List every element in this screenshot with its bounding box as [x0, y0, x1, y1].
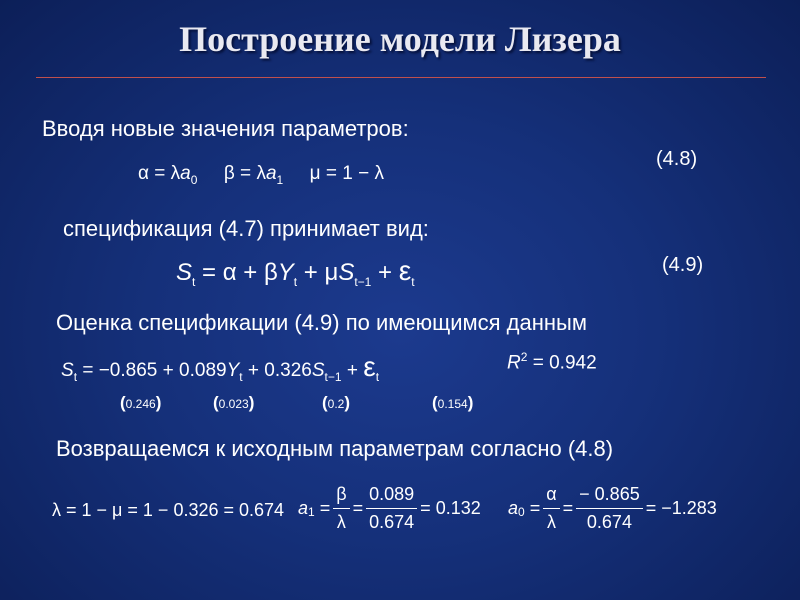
- std-error-intercept: (0.246): [120, 393, 162, 412]
- slide-title: Построение модели Лизера: [179, 19, 621, 59]
- equation-4-9: $S_t = \alpha + \beta Y_t + \mu S_{t-1} + \varepsilon_t$: [176, 255, 415, 289]
- a1-fraction-numeric: $\frac{0.089}{0.674}$: [366, 484, 417, 533]
- a0-fraction-symbolic: $\frac{\alpha}{\lambda}$: [543, 484, 559, 533]
- std-error-y: (0.023): [213, 393, 255, 412]
- intro-text: Вводя новые значения параметров:: [42, 116, 409, 141]
- lambda-result: λ = 1 − μ = 1 − 0.326 = 0.674: [52, 500, 285, 520]
- std-error-epsilon: (0.154): [432, 393, 474, 412]
- equation-number-4-9: (4.9): [662, 254, 704, 276]
- equation-number-4-8: (4.8): [656, 148, 698, 170]
- estimate-text: Оценка спецификации (4.9) по имеющимся данным: [56, 310, 587, 335]
- equation-4-8: $\alpha = \lambda a_0$ $\beta = \lambda a_1$ μ = 1 − λ: [138, 163, 384, 187]
- a1-result: a 1 = $\frac{\beta}{\lambda}$ = $\frac{0.089}{0.674}$ = 0.132: [298, 484, 481, 532]
- estimated-equation: $S_t = -0.865 + 0.089Y_t + 0.326S_{t-1} + \varepsilon_t$: [61, 351, 380, 384]
- title-divider: [36, 77, 766, 78]
- r-squared: $R^2 = 0.942$: [507, 350, 597, 374]
- a0-result: a 0 = $\frac{\alpha}{\lambda}$ = $\frac{- 0.865}{0.674}$ = −1.283: [508, 484, 717, 532]
- a1-fraction-symbolic: $\frac{\beta}{\lambda}$: [333, 484, 349, 533]
- return-text: Возвращаемся к исходным параметрам согласно (4.8): [56, 436, 614, 461]
- std-error-s: (0.2): [322, 393, 351, 412]
- a0-fraction-numeric: $\frac{- 0.865}{0.674}$: [576, 484, 643, 533]
- specification-text: спецификация (4.7) принимает вид:: [63, 216, 429, 241]
